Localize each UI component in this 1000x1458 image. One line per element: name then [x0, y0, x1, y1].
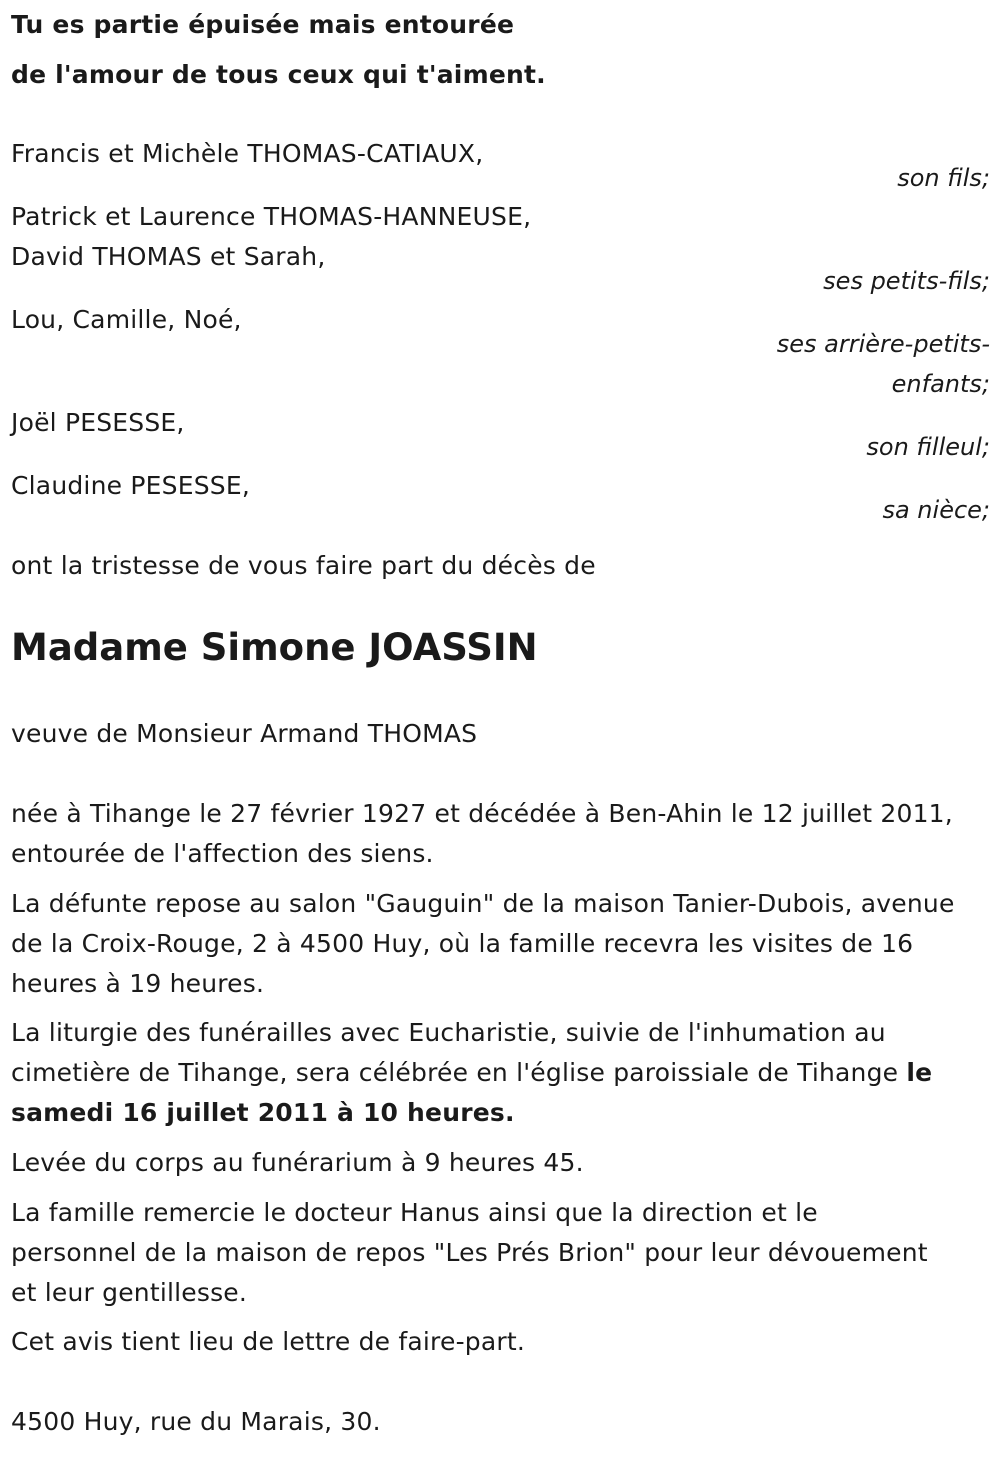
liturgy-line-2 [11, 1058, 932, 1088]
liturgy-line-1: La liturgie des funérailles avec Eucharistie, suivie de l'inhumation au [11, 1018, 886, 1047]
rest-line-3: heures à 19 heures. [11, 969, 265, 998]
family-member-5: Claudine PESESSE, [11, 471, 250, 500]
relation-great-grandchildren-1: ses arrière-petits- [776, 330, 990, 358]
rest-line-1: La défunte repose au salon "Gauguin" de la maison Tanier-Dubois, avenue [11, 889, 955, 918]
relation-godson: son filleul; [866, 433, 990, 461]
family-member-1: Francis et Michèle THOMAS-CATIAUX, [11, 139, 484, 168]
thanks-line-3: et leur gentillesse. [11, 1278, 248, 1307]
notice-text: Cet avis tient lieu de lettre de faire-part. [11, 1327, 526, 1356]
address: 4500 Huy, rue du Marais, 30. [11, 1407, 381, 1436]
relation-son: son fils; [897, 164, 990, 192]
rest-line-2: de la Croix-Rouge, 2 à 4500 Huy, où la famille recevra les visites de 16 [11, 929, 914, 958]
relation-great-grandchildren-2: enfants; [891, 370, 990, 398]
birth-death-line-2: entourée de l'affection des siens. [11, 839, 434, 868]
thanks-line-1: La famille remercie le docteur Hanus ainsi que la direction et le [11, 1198, 818, 1227]
family-member-2b: David THOMAS et Sarah, [11, 242, 326, 271]
relation-grandsons: ses petits-fils; [823, 267, 990, 295]
family-member-4: Joël PESESSE, [11, 408, 185, 437]
thanks-line-2: personnel de la maison de repos "Les Prés Brion" pour leur dévouement [11, 1238, 928, 1267]
birth-death-line-1: née à Tihange le 27 février 1927 et décédée à Ben-Ahin le 12 juillet 2011, [11, 799, 953, 828]
epigraph-line-1: Tu es partie épuisée mais entourée [11, 10, 515, 39]
epigraph-line-2: de l'amour de tous ceux qui t'aiment. [11, 60, 546, 89]
liturgy-date-start: le [906, 1058, 933, 1087]
deceased-name: Madame Simone JOASSIN [11, 626, 538, 669]
widow-of: veuve de Monsieur Armand THOMAS [11, 719, 478, 748]
relation-niece: sa nièce; [882, 496, 990, 524]
liturgy-line-2-text: cimetière de Tihange, sera célébrée en l'église paroissiale de Tihange [11, 1058, 907, 1087]
family-member-3: Lou, Camille, Noé, [11, 305, 242, 334]
levee-text: Levée du corps au funérarium à 9 heures 45. [11, 1148, 584, 1177]
family-member-2a: Patrick et Laurence THOMAS-HANNEUSE, [11, 202, 532, 231]
liturgy-date: samedi 16 juillet 2011 à 10 heures. [11, 1098, 515, 1127]
announcement-text: ont la tristesse de vous faire part du décès de [11, 551, 596, 580]
